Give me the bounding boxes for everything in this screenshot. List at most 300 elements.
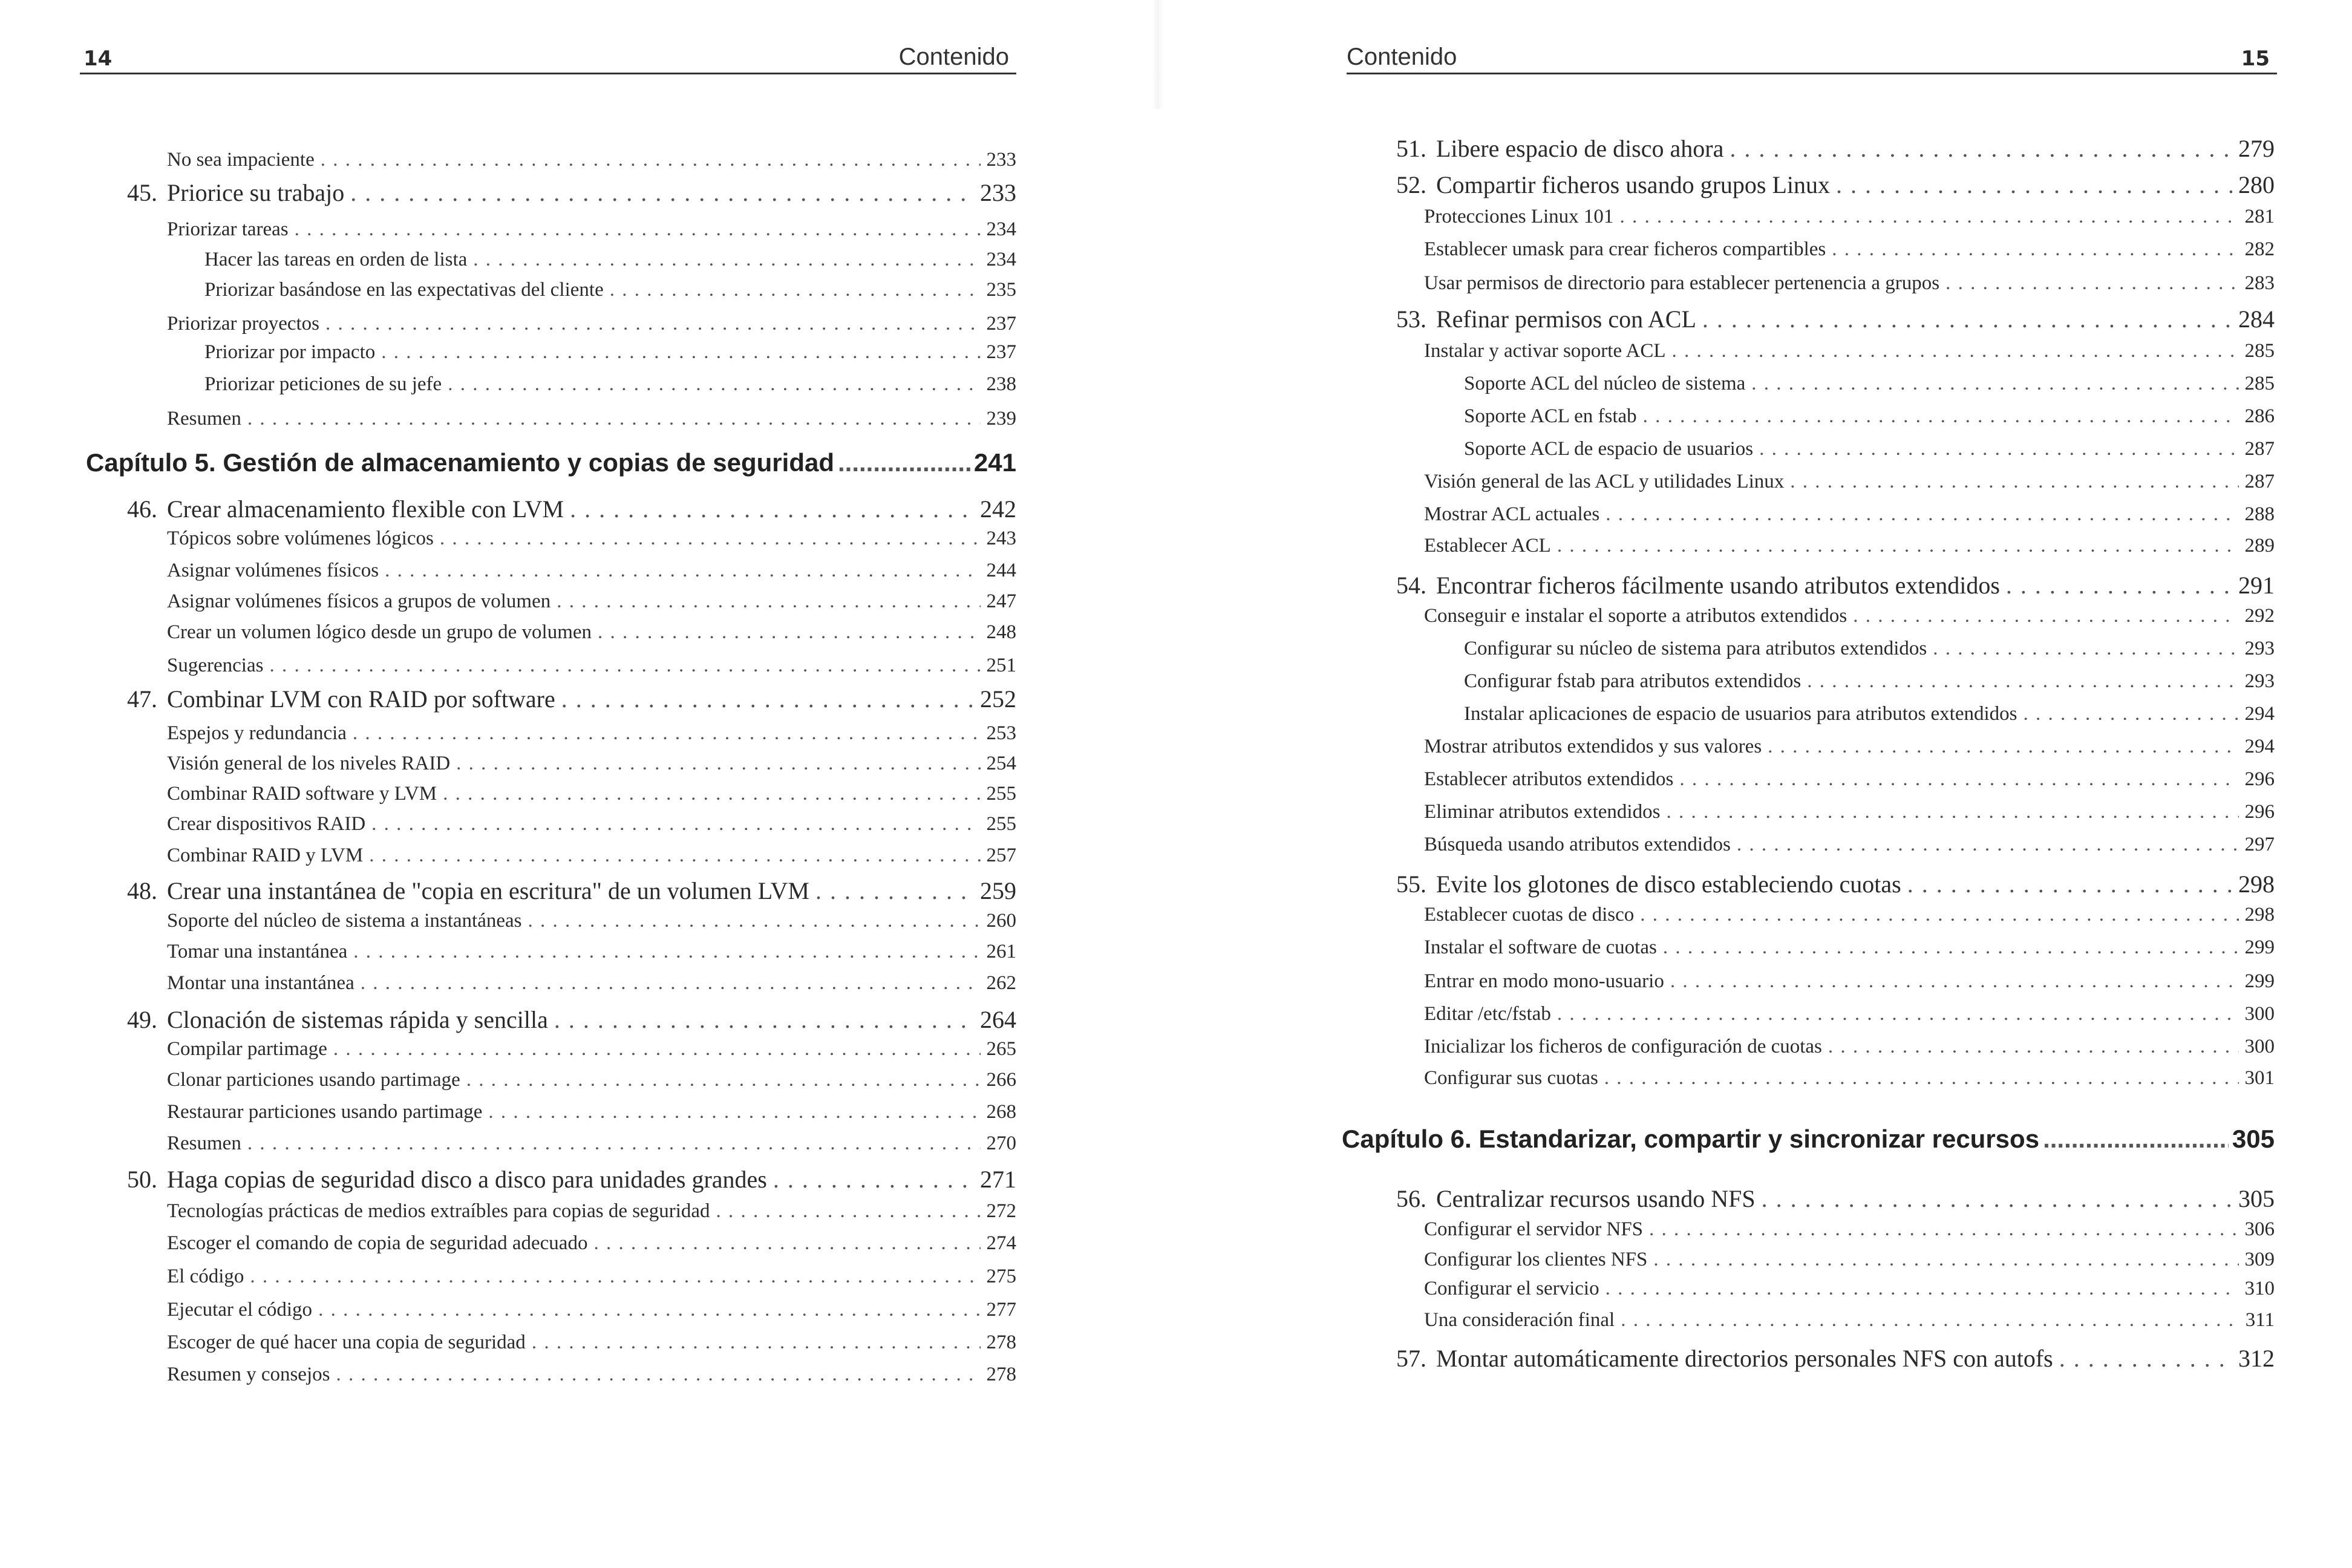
toc-page-number: 286 bbox=[2244, 405, 2275, 427]
toc-page-number: 257 bbox=[986, 844, 1016, 866]
right-page bbox=[1176, 0, 2352, 1568]
dot-leader bbox=[321, 150, 981, 170]
toc-page-number: 287 bbox=[2244, 438, 2275, 460]
toc-entry-sub bbox=[1424, 802, 2275, 822]
dot-leader bbox=[1702, 307, 2232, 332]
toc-entry-title: Conseguir e instalar el soporte a atributos extendidos bbox=[1424, 605, 1847, 627]
dot-leader bbox=[1606, 505, 2238, 524]
toc-page-number: 298 bbox=[2238, 871, 2275, 898]
toc-page-number: 300 bbox=[2244, 1003, 2275, 1025]
dot-leader bbox=[593, 1233, 980, 1253]
toc-entry-title: Priorizar proyectos bbox=[167, 313, 319, 335]
toc-entry-title: Ejecutar el código bbox=[167, 1299, 313, 1321]
toc-entry-title: Centralizar recursos usando NFS bbox=[1436, 1185, 1756, 1212]
toc-page-number: 294 bbox=[2244, 703, 2275, 725]
toc-entry-sub bbox=[167, 1300, 1016, 1320]
dot-leader bbox=[2024, 704, 2239, 724]
toc-entry-main bbox=[80, 1168, 1016, 1192]
toc-entry-title: Resumen y consejos bbox=[167, 1364, 330, 1385]
right-page-number: 15 bbox=[2241, 47, 2270, 71]
toc-page-number: 292 bbox=[2244, 605, 2275, 627]
toc-page-number: 299 bbox=[2244, 936, 2275, 958]
toc-page-number: 310 bbox=[2244, 1278, 2275, 1299]
toc-entry-title: Configurar fstab para atributos extendidos bbox=[1464, 670, 1802, 692]
toc-entry-sub bbox=[167, 592, 1016, 612]
toc-page-number: 296 bbox=[2244, 801, 2275, 823]
toc-entry-sub bbox=[167, 409, 1016, 429]
dot-leader bbox=[610, 280, 981, 300]
toc-entry-title: Montar una instantánea bbox=[167, 972, 354, 994]
toc-page-number: 287 bbox=[2244, 471, 2275, 492]
toc-entry-title: Crear dispositivos RAID bbox=[167, 813, 366, 835]
toc-page-number: 268 bbox=[986, 1101, 1016, 1123]
toc-page-number: 271 bbox=[980, 1166, 1016, 1193]
toc-page-number: 283 bbox=[2244, 272, 2275, 294]
toc-page-number: 242 bbox=[980, 495, 1016, 523]
dot-leader bbox=[1751, 374, 2238, 394]
toc-page-number: 234 bbox=[986, 249, 1016, 270]
toc-page-number: 241 bbox=[973, 448, 1016, 477]
dot-leader bbox=[1619, 207, 2238, 227]
toc-entry-sub bbox=[1424, 1004, 2275, 1024]
dot-leader bbox=[815, 879, 974, 903]
toc-page-number: 253 bbox=[986, 722, 1016, 744]
toc-entry-main bbox=[80, 497, 1016, 521]
toc-entry-title: Protecciones Linux 101 bbox=[1424, 206, 1614, 227]
toc-entry-title: Montar automáticamente directorios personales NFS con autofs bbox=[1436, 1345, 2053, 1372]
toc-entry-title: Soporte ACL del núcleo de sistema bbox=[1464, 373, 1746, 394]
toc-entry-title: Soporte ACL de espacio de usuarios bbox=[1464, 438, 1754, 460]
toc-entry-sub bbox=[167, 561, 1016, 581]
toc-entry-number: 47. bbox=[127, 685, 157, 713]
dot-leader bbox=[295, 220, 981, 240]
toc-entry-title: Asignar volúmenes físicos a grupos de volumen bbox=[167, 590, 551, 612]
toc-entry-main bbox=[80, 687, 1016, 711]
toc-entry-title: Establecer ACL bbox=[1424, 535, 1551, 557]
toc-entry-title: Crear un volumen lógico desde un grupo de volumen bbox=[167, 621, 592, 643]
dot-leader bbox=[443, 784, 980, 804]
toc-entry-sub bbox=[1424, 273, 2275, 293]
toc-entry-sub bbox=[1424, 536, 2275, 556]
toc-page-number: 293 bbox=[2244, 670, 2275, 692]
toc-entry-title: Visión general de los niveles RAID bbox=[167, 753, 451, 774]
dot-leader bbox=[371, 814, 980, 834]
toc-entry-title: Una consideración final bbox=[1424, 1309, 1615, 1331]
toc-entry-title: Escoger de qué hacer una copia de seguridad bbox=[167, 1331, 526, 1353]
toc-entry-title: Tecnologías prácticas de medios extraíbles para copias de seguridad bbox=[167, 1200, 710, 1222]
right-toc-list bbox=[1176, 0, 2352, 1568]
dot-leader bbox=[1828, 1037, 2239, 1057]
toc-page-number: 234 bbox=[986, 218, 1016, 240]
toc-entry-subsub bbox=[1464, 671, 2275, 691]
toc-entry-title: Configurar el servicio bbox=[1424, 1278, 1599, 1299]
left-page-number: 14 bbox=[83, 47, 113, 71]
toc-entry-number: 53. bbox=[1396, 305, 1426, 333]
toc-entry-number: 52. bbox=[1396, 171, 1426, 198]
toc-page-number: 233 bbox=[986, 149, 1016, 171]
dot-leader bbox=[1557, 536, 2239, 556]
toc-page-number: 294 bbox=[2244, 736, 2275, 757]
toc-page-number: 285 bbox=[2244, 340, 2275, 362]
toc-entry-sub bbox=[167, 814, 1016, 834]
toc-entry-subsub bbox=[1464, 374, 2275, 394]
toc-page-number: 278 bbox=[986, 1331, 1016, 1353]
dot-leader bbox=[570, 497, 974, 521]
toc-page-number: 288 bbox=[2244, 503, 2275, 525]
toc-entry-title: Haga copias de seguridad disco a disco para unidades grandes bbox=[167, 1166, 767, 1193]
toc-entry-sub bbox=[167, 1039, 1016, 1059]
dot-leader bbox=[1653, 1250, 2238, 1270]
toc-entry-sub bbox=[167, 1267, 1016, 1287]
toc-entry-main bbox=[80, 879, 1016, 903]
toc-page-number: 279 bbox=[2238, 135, 2275, 162]
toc-entry-sub bbox=[167, 1070, 1016, 1090]
toc-entry-title: Asignar volúmenes físicos bbox=[167, 560, 379, 581]
toc-chapter-row bbox=[1342, 1126, 2275, 1152]
dot-leader bbox=[247, 409, 981, 429]
dot-leader bbox=[1672, 341, 2239, 361]
dot-leader bbox=[1832, 240, 2238, 260]
dot-leader bbox=[1621, 1310, 2239, 1330]
dot-leader bbox=[1666, 802, 2238, 822]
toc-entry-title: Establecer atributos extendidos bbox=[1424, 768, 1674, 790]
toc-entry-sub bbox=[1424, 240, 2275, 260]
toc-entry-title: Escoger el comando de copia de seguridad adecuado bbox=[167, 1232, 588, 1254]
toc-entry-sub bbox=[167, 911, 1016, 931]
toc-entry-title: Refinar permisos con ACL bbox=[1436, 305, 1696, 333]
dot-leader bbox=[381, 342, 980, 362]
toc-entry-title: Entrar en modo mono-usuario bbox=[1424, 970, 1664, 992]
toc-entry-main bbox=[80, 1008, 1016, 1032]
dot-leader bbox=[773, 1168, 974, 1192]
toc-page-number: 255 bbox=[986, 783, 1016, 805]
dot-leader bbox=[1604, 1068, 2239, 1088]
toc-entry-sub bbox=[167, 754, 1016, 774]
toc-entry-title: Configurar el servidor NFS bbox=[1424, 1218, 1644, 1240]
dot-leader bbox=[361, 973, 981, 993]
toc-page-number: 275 bbox=[986, 1266, 1016, 1287]
toc-page-number: 270 bbox=[986, 1132, 1016, 1154]
dot-leader bbox=[336, 1365, 980, 1385]
toc-page-number: 305 bbox=[2232, 1125, 2275, 1153]
dot-leader bbox=[557, 592, 980, 612]
dot-leader bbox=[456, 754, 980, 774]
dot-leader bbox=[369, 846, 980, 866]
toc-entry-sub bbox=[167, 1134, 1016, 1154]
toc-page-number: 262 bbox=[986, 972, 1016, 994]
dot-leader bbox=[2059, 1347, 2232, 1371]
toc-entry-sub bbox=[1424, 938, 2275, 958]
toc-page-number: 298 bbox=[2244, 904, 2275, 926]
toc-entry-sub bbox=[1424, 905, 2275, 925]
toc-entry-title: Establecer cuotas de disco bbox=[1424, 904, 1635, 926]
toc-entry-sub bbox=[167, 784, 1016, 804]
toc-entry-title: Soporte ACL en fstab bbox=[1464, 405, 1637, 427]
dot-leader bbox=[466, 1070, 981, 1090]
toc-page-number: 265 bbox=[986, 1038, 1016, 1060]
toc-page-number: 296 bbox=[2244, 768, 2275, 790]
toc-entry-sub bbox=[167, 724, 1016, 743]
toc-entry-sub bbox=[1424, 1250, 2275, 1270]
toc-page-number: 272 bbox=[986, 1200, 1016, 1222]
toc-entry-title: Clonar particiones usando partimage bbox=[167, 1069, 460, 1091]
toc-entry-title: Configurar sus cuotas bbox=[1424, 1067, 1598, 1089]
toc-entry-main bbox=[1336, 1347, 2275, 1371]
dot-leader bbox=[250, 1267, 980, 1287]
toc-page-number: 255 bbox=[986, 813, 1016, 835]
toc-entry-title: No sea impaciente bbox=[167, 149, 315, 171]
dot-leader bbox=[554, 1008, 974, 1032]
dot-leader bbox=[1768, 737, 2238, 757]
toc-page-number: 244 bbox=[986, 560, 1016, 581]
toc-entry-main bbox=[1336, 573, 2275, 598]
toc-entry-title: Combinar RAID y LVM bbox=[167, 844, 364, 866]
toc-entry-number: 49. bbox=[127, 1006, 157, 1033]
dot-leader bbox=[353, 724, 981, 743]
toc-entry-title: Usar permisos de directorio para establecer pertenencia a grupos bbox=[1424, 272, 1940, 294]
toc-page-number: 281 bbox=[2244, 206, 2275, 227]
toc-entry-main bbox=[1336, 307, 2275, 332]
toc-entry-sub bbox=[1424, 769, 2275, 789]
toc-entry-title: Combinar LVM con RAID por software bbox=[167, 685, 555, 713]
toc-page-number: 243 bbox=[986, 528, 1016, 549]
toc-entry-main bbox=[80, 181, 1016, 205]
toc-entry-title: Visión general de las ACL y utilidades Linux bbox=[1424, 471, 1785, 492]
dot-leader bbox=[532, 1333, 981, 1353]
toc-page-number: 311 bbox=[2245, 1309, 2275, 1331]
toc-entry-sub bbox=[1424, 1068, 2275, 1088]
toc-page-number: 254 bbox=[986, 753, 1016, 774]
dot-leader bbox=[598, 622, 980, 642]
dot-leader bbox=[1670, 972, 2239, 991]
toc-entry-main bbox=[1336, 1187, 2275, 1211]
toc-entry-sub bbox=[167, 1365, 1016, 1385]
toc-entry-title: Soporte del núcleo de sistema a instantáneas bbox=[167, 910, 522, 932]
toc-entry-title: Búsqueda usando atributos extendidos bbox=[1424, 834, 1731, 855]
toc-chapter-title: Capítulo 6. Estandarizar, compartir y sincronizar recursos bbox=[1342, 1125, 2040, 1153]
toc-chapter-title: Capítulo 5. Gestión de almacenamiento y copias de seguridad bbox=[86, 448, 834, 477]
toc-entry-main bbox=[1336, 173, 2275, 197]
toc-page-number: 282 bbox=[2244, 238, 2275, 260]
toc-entry-title: Instalar el software de cuotas bbox=[1424, 936, 1657, 958]
dot-leader bbox=[838, 450, 970, 475]
toc-entry-title: Resumen bbox=[167, 408, 241, 430]
toc-entry-subsub bbox=[1464, 639, 2275, 659]
dot-leader bbox=[1790, 472, 2238, 492]
toc-page-number: 300 bbox=[2244, 1036, 2275, 1057]
dot-leader bbox=[269, 656, 980, 676]
toc-entry-sub bbox=[167, 942, 1016, 962]
toc-entry-main bbox=[1336, 137, 2275, 161]
toc-entry-sub bbox=[167, 150, 1016, 170]
toc-entry-sub bbox=[1424, 341, 2275, 361]
dot-leader bbox=[440, 529, 981, 549]
toc-entry-subsub bbox=[1464, 704, 2275, 724]
toc-entry-title: Combinar RAID software y LVM bbox=[167, 783, 437, 805]
dot-leader bbox=[448, 374, 980, 394]
toc-entry-title: Instalar aplicaciones de espacio de usuarios para atributos extendidos bbox=[1464, 703, 2017, 725]
toc-entry-subsub bbox=[1464, 407, 2275, 426]
toc-page-number: 264 bbox=[980, 1006, 1016, 1033]
toc-entry-sub bbox=[1424, 1279, 2275, 1299]
toc-entry-title: Libere espacio de disco ahora bbox=[1436, 135, 1724, 162]
toc-entry-title: Instalar y activar soporte ACL bbox=[1424, 340, 1666, 362]
toc-entry-number: 57. bbox=[1396, 1345, 1426, 1372]
toc-entry-sub bbox=[1424, 207, 2275, 227]
dot-leader bbox=[488, 1102, 980, 1122]
toc-page-number: 261 bbox=[986, 941, 1016, 962]
dot-leader bbox=[1730, 137, 2232, 161]
toc-entry-title: Inicializar los ficheros de configuración de cuotas bbox=[1424, 1036, 1822, 1057]
dot-leader bbox=[1679, 769, 2238, 789]
dot-leader bbox=[528, 911, 981, 931]
toc-entry-sub bbox=[167, 529, 1016, 549]
dot-leader bbox=[1649, 1220, 2238, 1240]
toc-page-number: 274 bbox=[986, 1232, 1016, 1254]
toc-entry-subsub bbox=[204, 280, 1016, 300]
toc-entry-subsub bbox=[204, 342, 1016, 362]
toc-entry-title: Clonación de sistemas rápida y sencilla bbox=[167, 1006, 548, 1033]
dot-leader bbox=[473, 250, 980, 270]
toc-entry-sub bbox=[167, 220, 1016, 240]
toc-entry-subsub bbox=[1464, 439, 2275, 459]
toc-entry-sub bbox=[1424, 972, 2275, 991]
toc-page-number: 306 bbox=[2244, 1218, 2275, 1240]
dot-leader bbox=[1663, 938, 2239, 958]
toc-entry-title: Mostrar atributos extendidos y sus valores bbox=[1424, 736, 1762, 757]
toc-page-number: 297 bbox=[2244, 834, 2275, 855]
toc-entry-sub bbox=[167, 1201, 1016, 1221]
toc-entry-title: Priorizar peticiones de su jefe bbox=[204, 373, 442, 395]
toc-page-number: 285 bbox=[2244, 373, 2275, 394]
toc-page-number: 237 bbox=[986, 341, 1016, 363]
dot-leader bbox=[1737, 835, 2239, 855]
toc-entry-title: Priorizar tareas bbox=[167, 218, 289, 240]
toc-page-number: 309 bbox=[2244, 1249, 2275, 1270]
toc-page-number: 239 bbox=[986, 408, 1016, 430]
dot-leader bbox=[1853, 606, 2238, 626]
toc-entry-number: 56. bbox=[1396, 1185, 1426, 1212]
toc-entry-title: Configurar los clientes NFS bbox=[1424, 1249, 1648, 1270]
dot-leader bbox=[1836, 173, 2232, 197]
toc-entry-sub bbox=[1424, 835, 2275, 855]
toc-entry-number: 54. bbox=[1396, 572, 1426, 599]
toc-entry-number: 45. bbox=[127, 179, 157, 206]
toc-page-number: 247 bbox=[986, 590, 1016, 612]
toc-page-number: 305 bbox=[2238, 1185, 2275, 1212]
toc-entry-title: Eliminar atributos extendidos bbox=[1424, 801, 1661, 823]
toc-entry-title: Compilar partimage bbox=[167, 1038, 327, 1060]
toc-entry-sub bbox=[1424, 1310, 2275, 1330]
toc-entry-title: Crear almacenamiento flexible con LVM bbox=[167, 495, 564, 523]
toc-page-number: 251 bbox=[986, 655, 1016, 676]
toc-page-number: 237 bbox=[986, 313, 1016, 335]
dot-leader bbox=[353, 942, 980, 962]
toc-entry-main bbox=[1336, 872, 2275, 897]
dot-leader bbox=[1643, 407, 2239, 426]
toc-entry-title: Tomar una instantánea bbox=[167, 941, 348, 962]
toc-page-number: 259 bbox=[980, 877, 1016, 904]
toc-chapter-row bbox=[86, 450, 1016, 475]
dot-leader bbox=[1759, 439, 2238, 459]
dot-leader bbox=[1640, 905, 2238, 925]
toc-entry-title: Crear una instantánea de "copia en escritura" de un volumen LVM bbox=[167, 877, 809, 904]
toc-entry-title: Espejos y redundancia bbox=[167, 722, 347, 744]
right-running-title: Contenido bbox=[1347, 44, 1457, 70]
toc-entry-sub bbox=[1424, 606, 2275, 626]
toc-entry-sub bbox=[1424, 1220, 2275, 1240]
toc-page-number: 289 bbox=[2244, 535, 2275, 557]
dot-leader bbox=[1606, 1279, 2239, 1299]
toc-entry-sub bbox=[167, 1102, 1016, 1122]
toc-entry-sub bbox=[1424, 472, 2275, 492]
dot-leader bbox=[325, 314, 981, 334]
toc-entry-title: Restaurar particiones usando partimage bbox=[167, 1101, 483, 1123]
toc-page-number: 301 bbox=[2244, 1067, 2275, 1089]
toc-page-number: 252 bbox=[980, 685, 1016, 713]
dot-leader bbox=[1907, 872, 2232, 897]
toc-entry-sub bbox=[167, 314, 1016, 334]
toc-entry-title: Encontrar ficheros fácilmente usando atributos extendidos bbox=[1436, 572, 2000, 599]
toc-entry-title: Establecer umask para crear ficheros compartibles bbox=[1424, 238, 1826, 260]
toc-entry-number: 55. bbox=[1396, 871, 1426, 898]
toc-page-number: 266 bbox=[986, 1069, 1016, 1091]
dot-leader bbox=[385, 561, 980, 581]
toc-entry-sub bbox=[1424, 737, 2275, 757]
toc-entry-number: 51. bbox=[1396, 135, 1426, 162]
toc-entry-title: Priorizar basándose en las expectativas del cliente bbox=[204, 279, 604, 301]
toc-page-number: 278 bbox=[986, 1364, 1016, 1385]
dot-leader bbox=[1807, 671, 2238, 691]
toc-page-number: 291 bbox=[2238, 572, 2275, 599]
toc-entry-sub bbox=[167, 846, 1016, 866]
dot-leader bbox=[1945, 273, 2238, 293]
toc-entry-title: Evite los glotones de disco estableciendo cuotas bbox=[1436, 871, 1901, 898]
dot-leader bbox=[2006, 573, 2232, 598]
toc-entry-title: Tópicos sobre volúmenes lógicos bbox=[167, 528, 434, 549]
dot-leader bbox=[716, 1201, 981, 1221]
toc-entry-title: Hacer las tareas en orden de lista bbox=[204, 249, 468, 270]
toc-entry-sub bbox=[1424, 1037, 2275, 1057]
dot-leader bbox=[561, 687, 974, 711]
toc-entry-number: 46. bbox=[127, 495, 157, 523]
toc-entry-sub bbox=[167, 1333, 1016, 1353]
toc-entry-sub bbox=[1424, 505, 2275, 524]
toc-entry-sub bbox=[167, 656, 1016, 676]
toc-entry-number: 50. bbox=[127, 1166, 157, 1193]
toc-page-number: 299 bbox=[2244, 970, 2275, 992]
dot-leader bbox=[1557, 1004, 2239, 1024]
toc-page-number: 260 bbox=[986, 910, 1016, 932]
dot-leader bbox=[350, 181, 974, 205]
toc-page-number: 235 bbox=[986, 279, 1016, 301]
toc-entry-subsub bbox=[204, 374, 1016, 394]
toc-page-number: 238 bbox=[986, 373, 1016, 395]
dot-leader bbox=[1933, 639, 2238, 659]
dot-leader bbox=[2043, 1126, 2229, 1152]
toc-entry-title: Sugerencias bbox=[167, 655, 264, 676]
toc-entry-title: Resumen bbox=[167, 1132, 241, 1154]
toc-entry-title: El código bbox=[167, 1266, 244, 1287]
toc-entry-title: Mostrar ACL actuales bbox=[1424, 503, 1600, 525]
toc-entry-sub bbox=[167, 622, 1016, 642]
toc-entry-sub bbox=[167, 1233, 1016, 1253]
toc-entry-title: Configurar su núcleo de sistema para atributos extendidos bbox=[1464, 638, 1927, 659]
dot-leader bbox=[247, 1134, 981, 1154]
toc-page-number: 312 bbox=[2238, 1345, 2275, 1372]
toc-entry-title: Priorice su trabajo bbox=[167, 179, 345, 206]
dot-leader bbox=[1762, 1187, 2232, 1211]
